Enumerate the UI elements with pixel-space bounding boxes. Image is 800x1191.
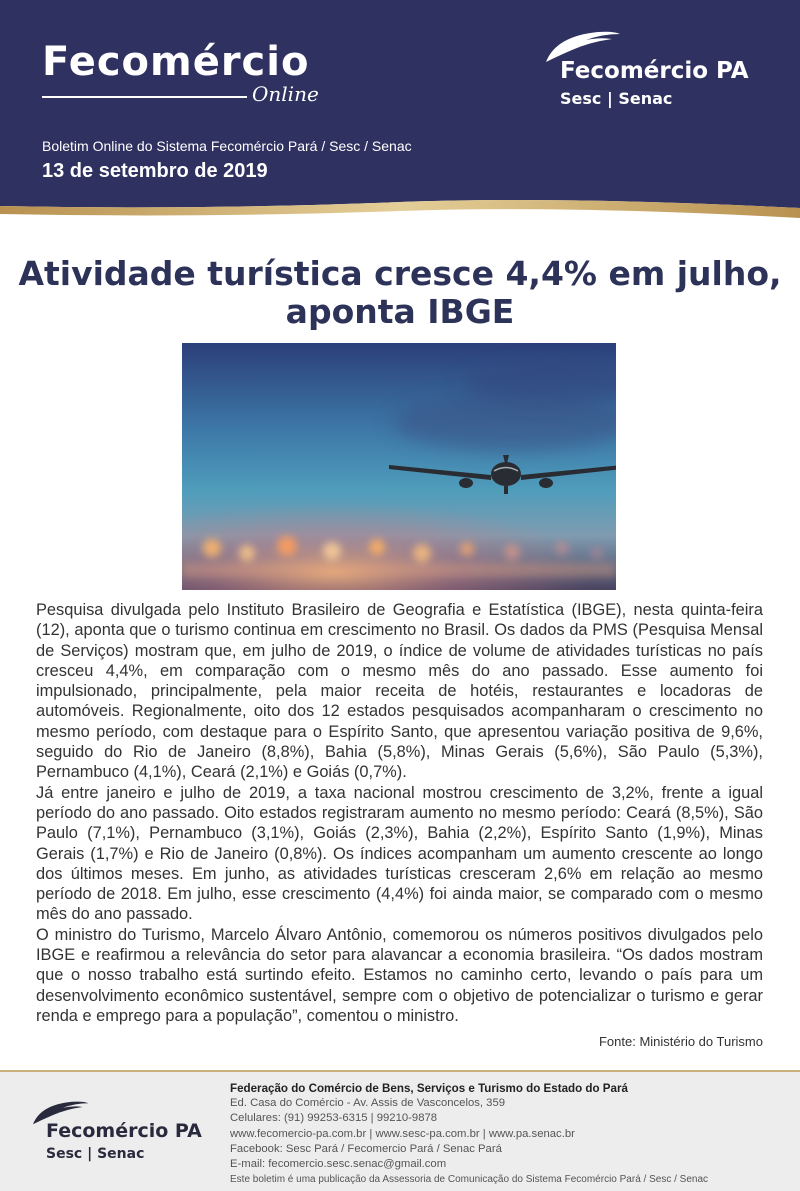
footer-phones: Celulares: (91) 99253-6315 | 99210-9878 xyxy=(230,1112,438,1125)
bulletin-date: 13 de setembro de 2019 xyxy=(42,160,268,182)
footer-email[interactable]: E-mail: fecomercio.sesc.senac@gmail.com xyxy=(230,1158,447,1171)
article-source: Fonte: Ministério do Turismo xyxy=(598,1034,763,1049)
footer-logo-name: Fecomércio PA xyxy=(46,1120,202,1142)
headline-line-2: aponta IBGE xyxy=(285,292,515,331)
bulletin-label: Boletim Online do Sistema Fecomércio Pará / Sesc / Senac xyxy=(42,138,412,154)
brand-title: Fecomércio xyxy=(42,39,310,85)
logo-name: Fecomércio PA xyxy=(560,58,749,84)
article-headline xyxy=(0,255,800,331)
footer-websites[interactable]: www.fecomercio-pa.com.br | www.sesc-pa.com.br | www.pa.senac.br xyxy=(230,1127,575,1140)
footer-facebook: Facebook: Sesc Pará / Fecomercio Pará / Senac Pará xyxy=(230,1142,502,1155)
header-background xyxy=(0,0,800,230)
brand-subtitle: Online xyxy=(252,82,319,106)
airplane-photo xyxy=(182,343,616,590)
logo-sub: Sesc | Senac xyxy=(560,89,673,108)
article-paragraph-1: Pesquisa divulgada pelo Instituto Brasileiro de Geografia e Estatística (IBGE), nesta quinta-feira (12), aponta que o turismo continua em crescimento no Brasil. Os dados da PMS (Pesquisa Mensal de Serviços) mostram que, em julho de 2019, o índice de volume de atividades turísticas no país cresceu 4,4%, em comparação com o mesmo mês do ano passado. Esse aumento foi impulsionado, principalmente, pela maior receita de hotéis, restaurantes e locadoras de automóveis. Regionalmente, oito dos 12 estados pesquisados acompanharam o crescimento no mesmo período, com destaque para o Espírito Santo, que apresentou variação positiva de 9,6%, seguido do Rio de Janeiro (8,8%), Bahia (5,8%), Minas Gerais (5,6%), São Paulo (5,3%), Pernambuco (4,1%), Ceará (2,1%) e Goiás (0,7%). xyxy=(36,601,763,782)
article-paragraph-2: Já entre janeiro e julho de 2019, a taxa nacional mostrou crescimento de 3,2%, frente a igual período do ano passado. Oito estados registraram aumento no mesmo período: Ceará (8,5%), São Paulo (7,1%), Pernambuco (3,1%), Goiás (2,3%), Bahia (2,2%), Espírito Santo (1,9%), Minas Gerais (1,7%) e Rio de Janeiro (0,8%). Os índices acompanham um aumento crescente ao longo dos últimos meses. Em junho, as atividades turísticas cresceram 2,6% em relação ao mesmo período de 2018. Em julho, esse crescimento (4,4%) foi ainda maior, se comparado com o mesmo mês do ano passado. xyxy=(36,783,763,924)
brand-logo xyxy=(42,38,319,106)
footer-contact-info xyxy=(230,1081,708,1187)
footer-logo-sub: Sesc | Senac xyxy=(46,1146,145,1162)
headline-line-1: Atividade turística cresce 4,4% em julho, xyxy=(18,254,782,293)
footer-address: Ed. Casa do Comércio - Av. Assis de Vasconcelos, 359 xyxy=(230,1097,506,1110)
footer-note: Este boletim é uma publicação da Assessoria de Comunicação do Sistema Fecomércio Pará / Sesc / Senac xyxy=(230,1174,709,1186)
footer-org-name: Federação do Comércio de Bens, Serviços e Turismo do Estado do Pará xyxy=(230,1082,628,1095)
article-body xyxy=(36,600,763,1026)
footer xyxy=(0,1070,800,1191)
header-banner xyxy=(0,0,800,230)
airplane-image xyxy=(182,343,616,590)
article-paragraph-3: O ministro do Turismo, Marcelo Álvaro Antônio, comemorou os números positivos divulgados pelo IBGE e reafirmou a relevância do setor para alavancar a economia brasileira. “Os dados mostram que o nosso trabalho está surtindo efeito. Estamos no caminho certo, levando o país para um desenvolvimento econômico sustentável, sempre com o objetivo de potencializar o turismo e gerar renda e emprego para a população”, comentou o ministro. xyxy=(36,925,763,1025)
footer-divider xyxy=(0,1070,800,1072)
brand-underline xyxy=(42,96,247,98)
